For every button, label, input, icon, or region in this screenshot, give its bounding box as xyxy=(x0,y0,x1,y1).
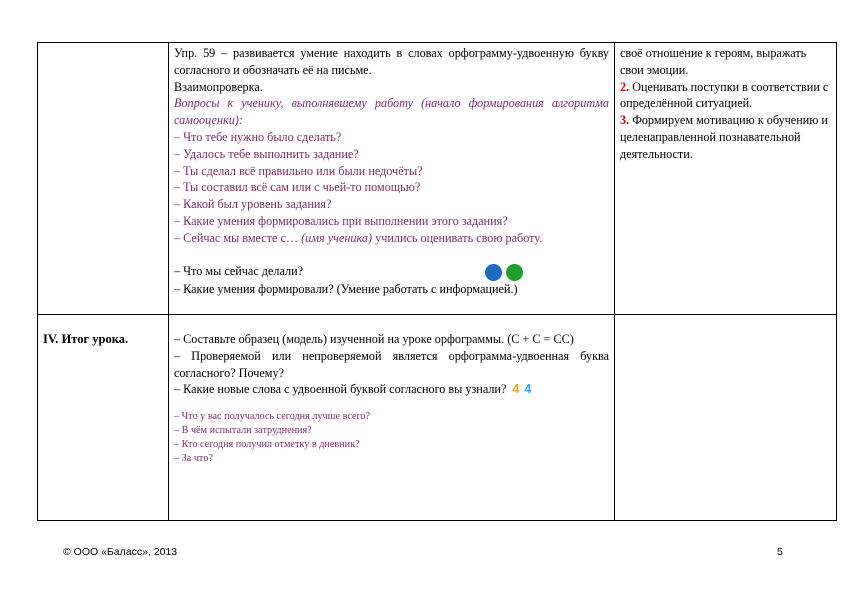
uud-cell-empty xyxy=(615,315,837,521)
peer-check-text: Взаимопроверка. xyxy=(174,79,263,94)
summary-line-last: – Какие новые слова с удвоенной буквой согласного вы узнали? 4 4 xyxy=(174,382,532,397)
summary-line: – Составьте образец (модель) изученной на уроке орфограммы. (С + С = СС) xyxy=(174,332,574,346)
questions-heading: Вопросы к ученику, выполнявшему работу (начало формирования алгоритма самооценки): xyxy=(174,96,609,128)
lesson-table xyxy=(37,42,837,521)
page-number: 5 xyxy=(777,546,783,558)
stage-cell xyxy=(38,315,169,521)
summary-line: – Проверяемой или непроверяемой является орфограмма-удвоенная буква согласного? Почему? xyxy=(174,348,609,380)
stage-title: IV. Итог урока. xyxy=(43,332,129,346)
uud-intro: своё отношение к героям, выражать свои эмоции. xyxy=(620,46,807,77)
stage-cell-empty xyxy=(38,43,169,315)
footer-copyright: © ООО «Баласс», 2013 xyxy=(63,546,178,558)
reflection-item: – В чём испытали затруднения? xyxy=(174,425,312,437)
question-item: – Какой был уровень задания? xyxy=(174,197,332,212)
question-item: – Какие умения формировались при выполнении этого задания? xyxy=(174,213,508,228)
question-skills: – Какие умения формировали? (Умение работать с информацией.) xyxy=(174,281,518,296)
reflection-item: – За что? xyxy=(174,453,213,465)
table-row xyxy=(38,315,837,521)
question-item: – Что тебе нужно было сделать? xyxy=(174,129,342,144)
uud-item-2: 2. Оценивать поступки в соответствии с определённой ситуацией. xyxy=(620,79,829,111)
blue-circle-icon xyxy=(485,264,502,281)
table-row xyxy=(38,43,837,315)
grade-mark: 4 xyxy=(512,382,520,397)
uud-item-3: 3. Формируем мотивацию к обучению и целенаправленной познавательной деятельности. xyxy=(620,113,828,161)
activity-cell xyxy=(169,315,615,521)
green-circle-icon xyxy=(506,264,523,281)
uud-cell xyxy=(615,43,837,315)
question-item: – Удалось тебе выполнить задание? xyxy=(174,146,359,161)
question-what-did: – Что мы сейчас делали? xyxy=(174,263,609,281)
exercise-text: Упр. 59 – развивается умение находить в словах орфограмму-удвоенную букву согласного и обозначать её на письме. xyxy=(174,46,609,77)
question-item: – Ты составил всё сам или с чьей-то помощью? xyxy=(174,180,421,195)
activity-cell xyxy=(169,43,615,315)
reflection-item: – Что у вас получалось сегодня лучше всего? xyxy=(174,411,371,423)
traffic-light-circles xyxy=(485,263,527,281)
grade-mark: 4 xyxy=(524,382,532,397)
reflection-item: – Кто сегодня получил отметку в дневник? xyxy=(174,439,360,451)
question-item: – Ты сделал всё правильно или были недочёты? xyxy=(174,163,423,178)
student-name-placeholder: (имя ученика) xyxy=(301,230,373,245)
question-item-last: – Сейчас мы вместе с… (имя ученика) учились оценивать свою работу. xyxy=(174,230,543,245)
